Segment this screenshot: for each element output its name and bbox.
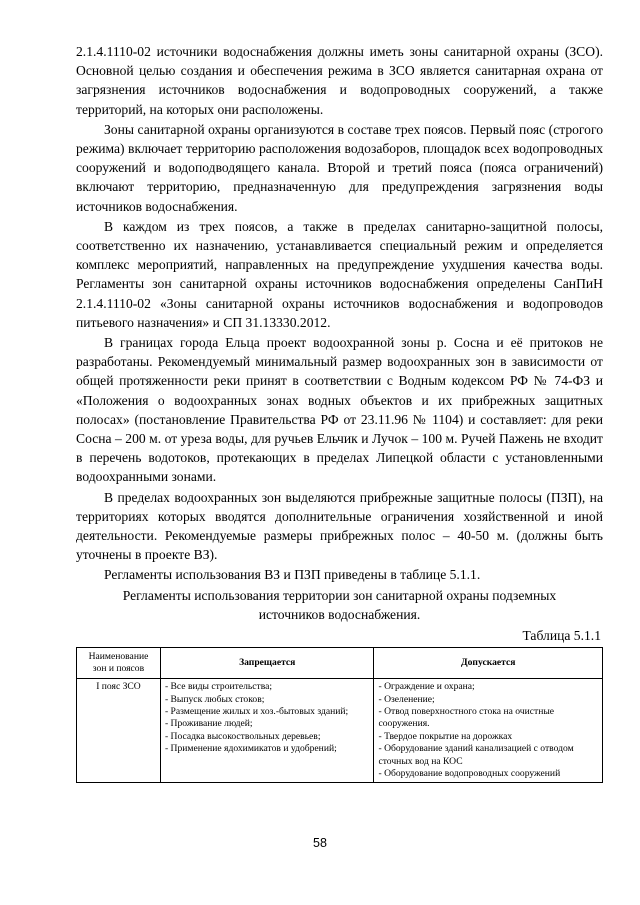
header-allowed: Допускается — [374, 648, 603, 679]
allowed-item: - Отвод поверхностного стока на очистные сооружения. — [378, 705, 555, 730]
paragraph-5: В пределах водоохранных зон выделяются прибрежные защитные полосы (ПЗП), на территориях которых вводятся дополнительные ограничения хозяйственной и иной деятельности. Рекомендуемые размеры прибрежных полос – 40-50 м. (должны быть уточнены в проекте ВЗ). — [76, 489, 603, 563]
table-label: Таблица 5.1.1 — [522, 628, 601, 644]
paragraph-2: Зоны санитарной охраны организуются в составе трех поясов. Первый пояс (строгого режима) включает территорию расположения водозаборов, площадок всех водопроводных сооружений и водоподводящего канала. Второй и третий пояса (пояса ограничений) включают территорию, предназначенную для предупреждения загрязнения воды источников водоснабжения. — [76, 121, 603, 214]
table-title-line-1: Регламенты использования территории зон санитарной охраны подземных — [122, 587, 557, 603]
page-number: 58 — [313, 836, 327, 850]
paragraph-3: В каждом из трех поясов, а также в пределах санитарно-защитной полосы, соответственно их назначению, устанавливается специальный режим и определяется комплекс мероприятий, направленных на предупреждение ухудшения качества воды. Регламенты зон санитарной охраны источников водоснабжения определены СанПиН 2.1.4.1110-02 «Зоны санитарной охраны источников водоснабжения и водопроводов питьевого назначения» и СП 31.13330.2012. — [76, 218, 603, 330]
forbidden-item: - Все виды строительства; — [164, 681, 273, 693]
paragraph-6: Регламенты использования ВЗ и ПЗП приведены в таблице 5.1.1. — [104, 567, 481, 583]
document-page — [76, 42, 603, 783]
allowed-item: - Ограждение и охрана; — [378, 681, 475, 693]
paragraph-1: 2.1.4.1110-02 источники водоснабжения должны иметь зоны санитарной охраны (ЗСО). Основной целью создания и обеспечения режима в ЗСО является санитарная охрана от загрязнения источников водоснабжения и водопроводных сооружений, а также территорий, на которых они расположены. — [76, 44, 603, 117]
allowed-item: - Оборудование водопроводных сооружений — [378, 767, 561, 779]
forbidden-item: - Применение ядохимикатов и удобрений; — [164, 743, 337, 755]
regulations-table — [76, 647, 603, 783]
table-title-line-2: источников водоснабжения. — [258, 606, 421, 622]
forbidden-item: - Размещение жилых и хоз.-бытовых зданий; — [164, 705, 349, 717]
zone-name-cell: I пояс ЗСО — [77, 679, 161, 783]
allowed-item: - Озеленение; — [378, 693, 435, 705]
forbidden-item: - Выпуск любых стоков; — [164, 693, 265, 705]
header-zones: Наименование зон и поясов — [77, 648, 161, 679]
table-header-row — [77, 648, 603, 679]
header-forbidden: Запрещается — [160, 648, 374, 679]
table-row — [77, 679, 603, 783]
forbidden-item: - Проживание людей; — [164, 718, 253, 730]
forbidden-cell — [160, 679, 374, 783]
paragraph-4: В границах города Ельца проект водоохранной зоны р. Сосна и её притоков не разработаны. Рекомендуемый минимальный размер водоохранных зон в зависимости от общей протяженности реки принят в соответствии с Водным кодексом РФ № 74-ФЗ и «Положения о водоохранных зонах водных объектов и их прибрежных защитных полосах» (постановление Правительства РФ от 23.11.96 № 1104) и составляет: для реки Сосна – 200 м. от уреза воды, для ручьев Ельчик и Лучок – 100 м. Ручей Пажень не входит в перечень водотоков, протекающих в пределах Липецкой области с установленными водоохранными зонами. — [76, 335, 603, 485]
forbidden-item: - Посадка высокоствольных деревьев; — [164, 730, 321, 742]
allowed-item: - Оборудование зданий канализацией с отводом сточных вод на КОС — [378, 743, 574, 767]
allowed-item: - Твердое покрытие на дорожках — [378, 730, 513, 742]
allowed-cell — [374, 679, 603, 783]
